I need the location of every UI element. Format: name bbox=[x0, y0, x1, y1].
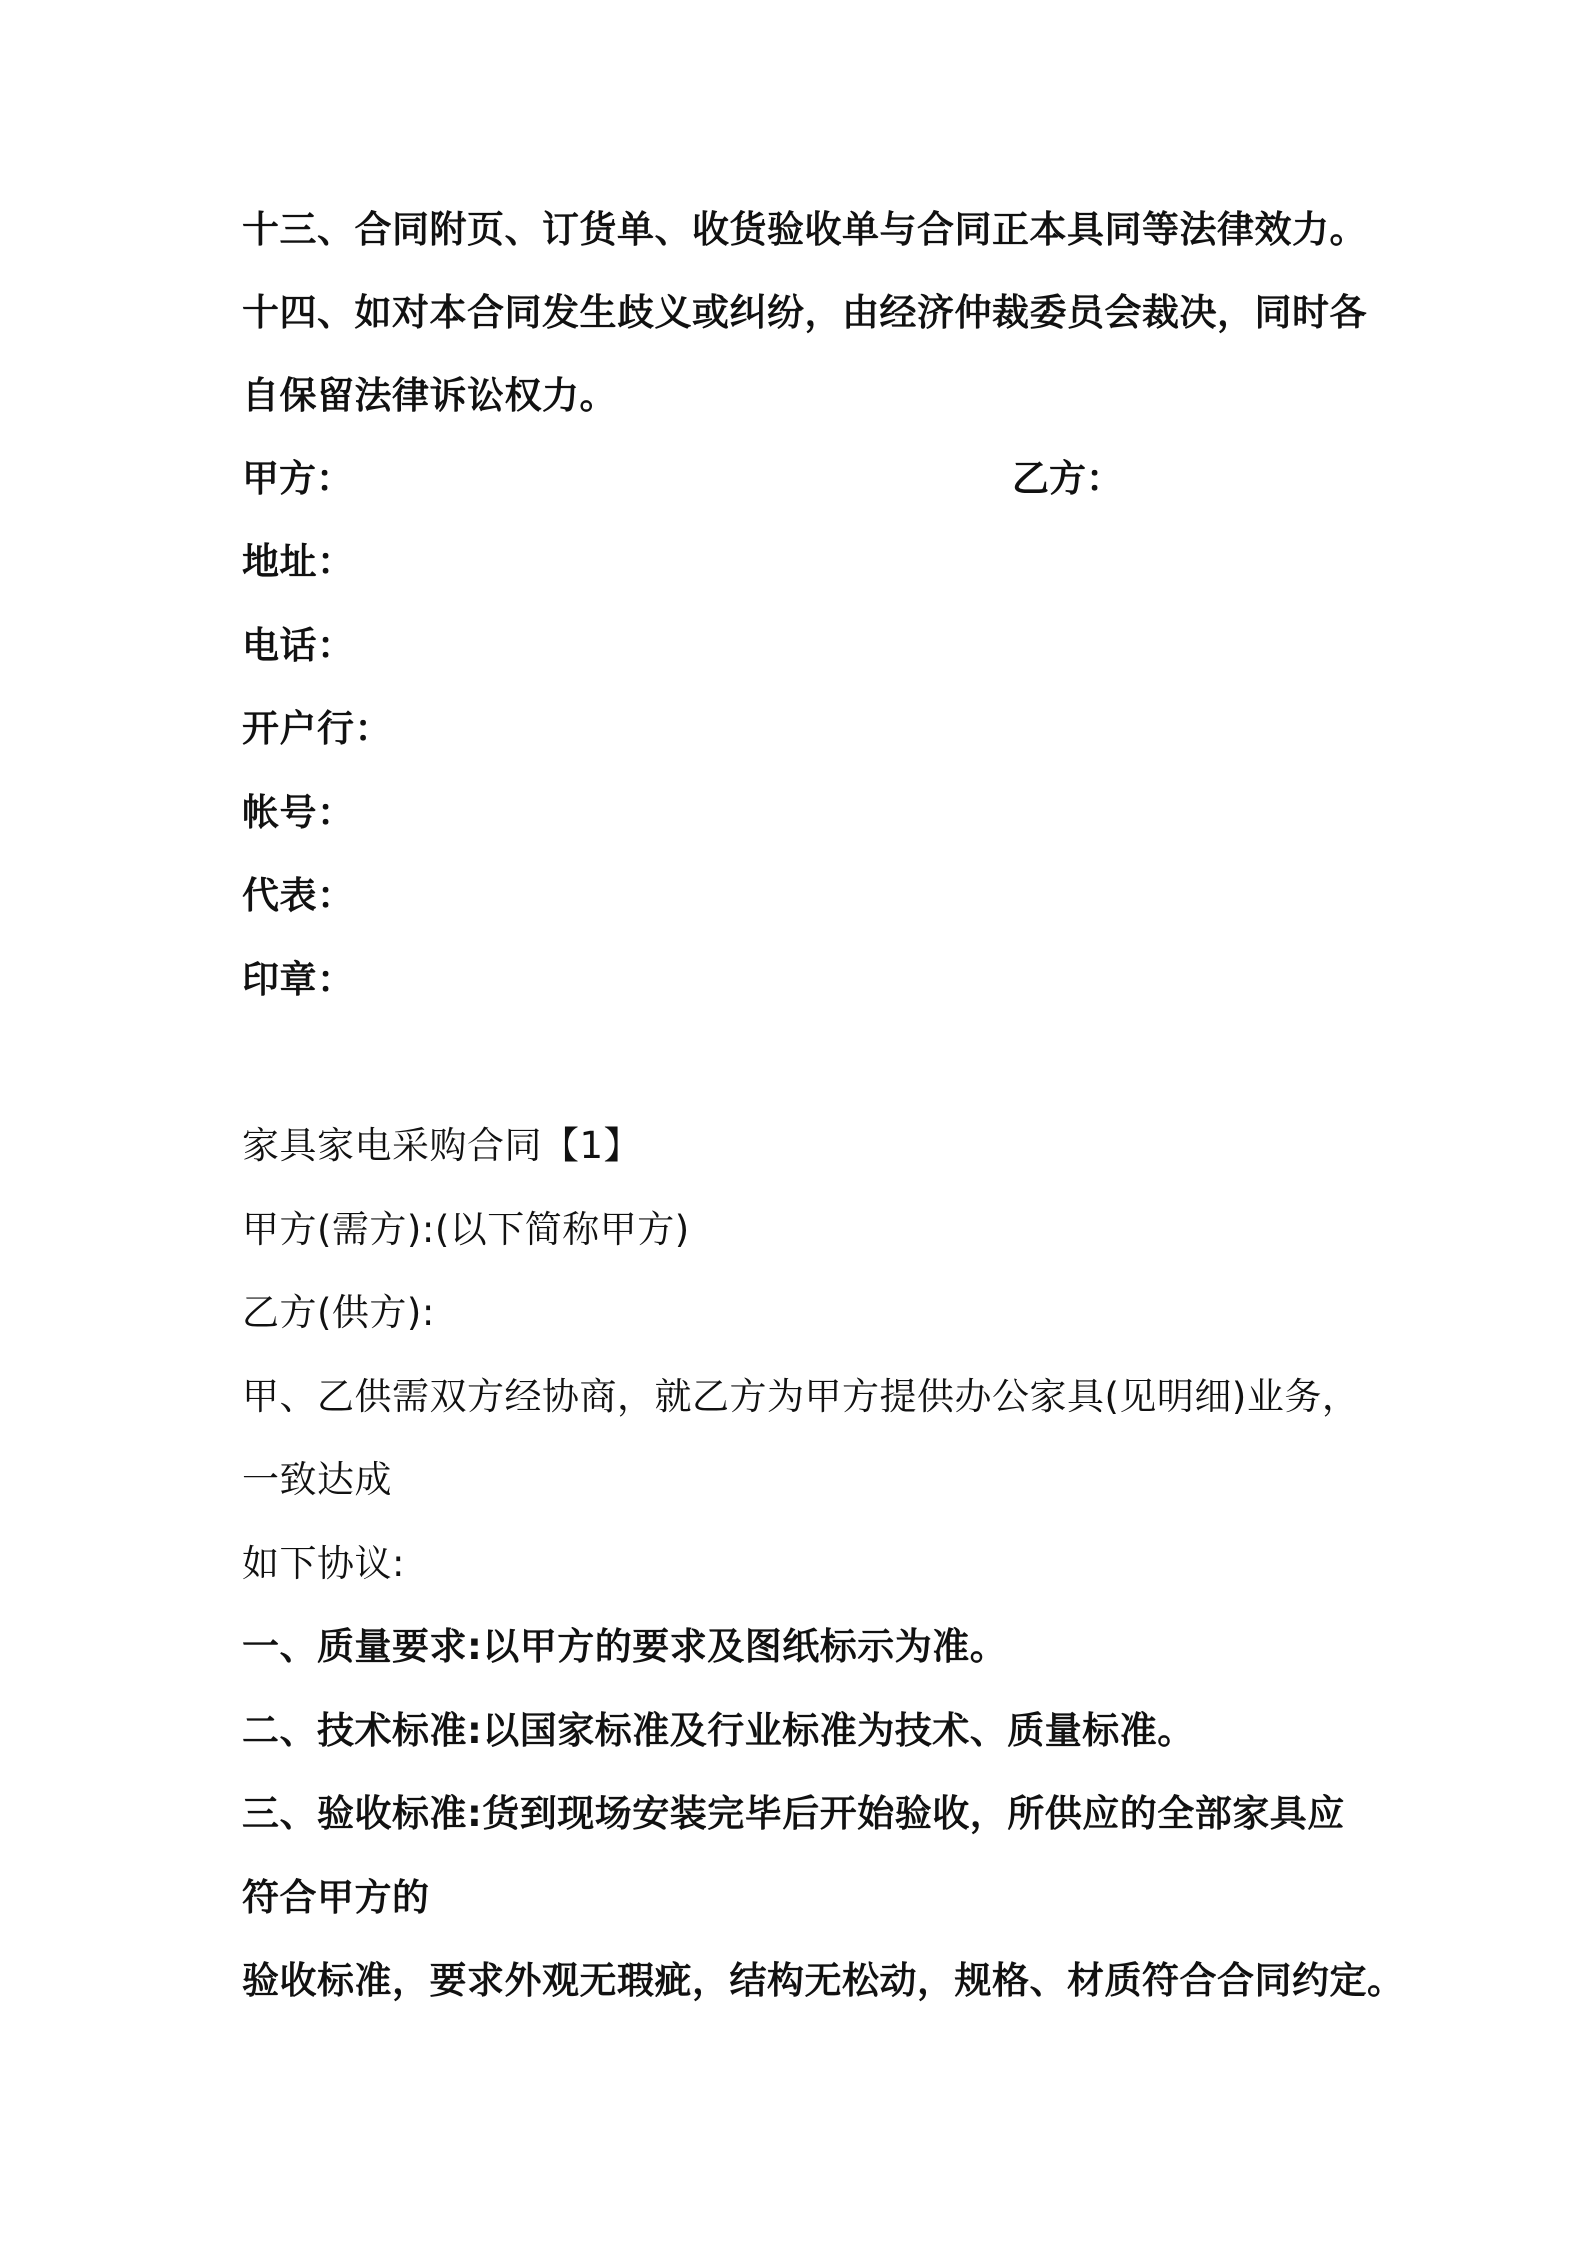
phone-label: 电话： bbox=[242, 624, 355, 667]
account-label: 帐号： bbox=[242, 791, 355, 834]
contract-item-1: 一、质量要求:以甲方的要求及图纸标示为准。 bbox=[242, 1625, 1008, 1668]
contract-item-3-line3: 验收标准，要求外观无瑕疵，结构无松动，规格、材质符合合同约定。 bbox=[242, 1959, 1405, 2002]
contract-item-3-line2: 符合甲方的 bbox=[242, 1876, 430, 1919]
clause-14-line1: 十四、如对本合同发生歧义或纠纷，由经济仲裁委员会裁决，同时各 bbox=[242, 291, 1367, 334]
bank-label: 开户行： bbox=[242, 707, 392, 750]
party-a-label: 甲方： bbox=[242, 457, 353, 500]
seal-label: 印章： bbox=[242, 958, 355, 1001]
party-b-label: 乙方： bbox=[1012, 457, 1123, 500]
contract-intro-line3: 如下协议: bbox=[242, 1542, 405, 1585]
clause-14-line2: 自保留法律诉讼权力。 bbox=[242, 374, 617, 417]
clause-13: 十三、合同附页、订货单、收货验收单与合同正本具同等法律效力。 bbox=[242, 208, 1367, 251]
contract-party-a: 甲方(需方):(以下简称甲方) bbox=[242, 1208, 690, 1251]
contract-intro-line1: 甲、乙供需双方经协商，就乙方为甲方提供办公家具(见明细)业务， bbox=[242, 1375, 1360, 1418]
contract-item-3-line1: 三、验收标准:货到现场安装完毕后开始验收，所供应的全部家具应 bbox=[242, 1792, 1345, 1835]
contract-title: 家具家电采购合同【1】 bbox=[242, 1124, 642, 1167]
contract-item-2: 二、技术标准:以国家标准及行业标准为技术、质量标准。 bbox=[242, 1709, 1195, 1752]
signature-party-row bbox=[242, 454, 1123, 504]
contract-intro-line2: 一致达成 bbox=[242, 1458, 392, 1501]
representative-label: 代表： bbox=[242, 874, 355, 917]
contract-party-b: 乙方(供方): bbox=[242, 1291, 435, 1334]
address-label: 地址： bbox=[242, 540, 355, 583]
